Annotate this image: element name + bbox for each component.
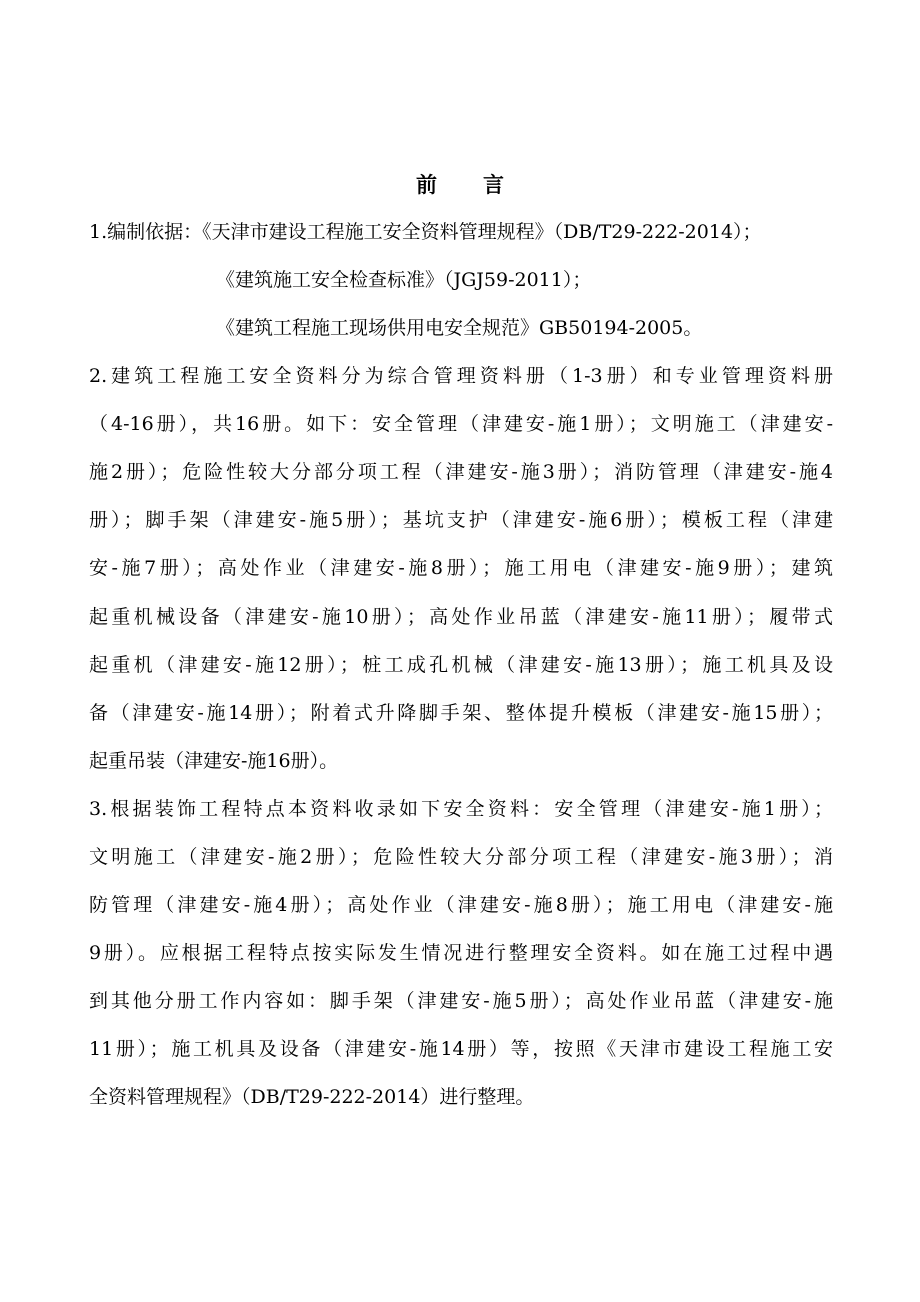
paragraph-3-line: 防管理（津建安-施4册）；高处作业（津建安-施8册）；施工用电（津建安-施 bbox=[89, 894, 833, 916]
basis-line-2: 《建筑施工安全检查标准》（JGJ59-2011）； bbox=[216, 269, 592, 291]
paragraph-3-line: 11册）；施工机具及设备（津建安-施14册）等，按照《天津市建设工程施工安 bbox=[89, 1038, 833, 1060]
page-title: 前言 bbox=[416, 172, 550, 197]
paragraph-3-line: 文明施工（津建安-施2册）；危险性较大分部分项工程（津建安-施3册）；消 bbox=[89, 846, 833, 868]
basis-line-3: 《建筑工程施工现场供用电安全规范》GB50194-2005。 bbox=[216, 317, 703, 339]
paragraph-2-line: 2.建筑工程施工安全资料分为综合管理资料册（1-3册）和专业管理资料册 bbox=[89, 365, 833, 387]
paragraph-3-line: 9册）。应根据工程特点按实际发生情况进行整理安全资料。如在施工过程中遇 bbox=[89, 942, 833, 964]
paragraph-2-line: 安-施7册）；高处作业（津建安-施8册）；施工用电（津建安-施9册）；建筑 bbox=[89, 557, 833, 579]
basis-line-1: 1.编制依据：《天津市建设工程施工安全资料管理规程》（DB/T29-222-2014）； bbox=[89, 221, 762, 243]
paragraph-2-line: 起重吊装（津建安-施16册）。 bbox=[89, 750, 339, 772]
paragraph-2-line: 施2册）；危险性较大分部分项工程（津建安-施3册）；消防管理（津建安-施4 bbox=[89, 461, 833, 483]
paragraph-3-line: 全资料管理规程》（DB/T29-222-2014）进行整理。 bbox=[89, 1086, 535, 1108]
paragraph-2-line: 册）；脚手架（津建安-施5册）；基坑支护（津建安-施6册）；模板工程（津建 bbox=[89, 509, 833, 531]
paragraph-3-line: 到其他分册工作内容如：脚手架（津建安-施5册）；高处作业吊蓝（津建安-施 bbox=[89, 990, 833, 1012]
paragraph-2-line: （4-16册），共16册。如下：安全管理（津建安-施1册）；文明施工（津建安- bbox=[89, 413, 833, 435]
paragraph-2-line: 起重机（津建安-施12册）；桩工成孔机械（津建安-施13册）；施工机具及设 bbox=[89, 654, 833, 676]
paragraph-2-line: 起重机械设备（津建安-施10册）；高处作业吊蓝（津建安-施11册）；履带式 bbox=[89, 606, 833, 628]
paragraph-3-line: 3.根据装饰工程特点本资料收录如下安全资料：安全管理（津建安-施1册）； bbox=[89, 798, 833, 820]
paragraph-2-line: 备（津建安-施14册）；附着式升降脚手架、整体提升模板（津建安-施15册）； bbox=[89, 702, 833, 724]
